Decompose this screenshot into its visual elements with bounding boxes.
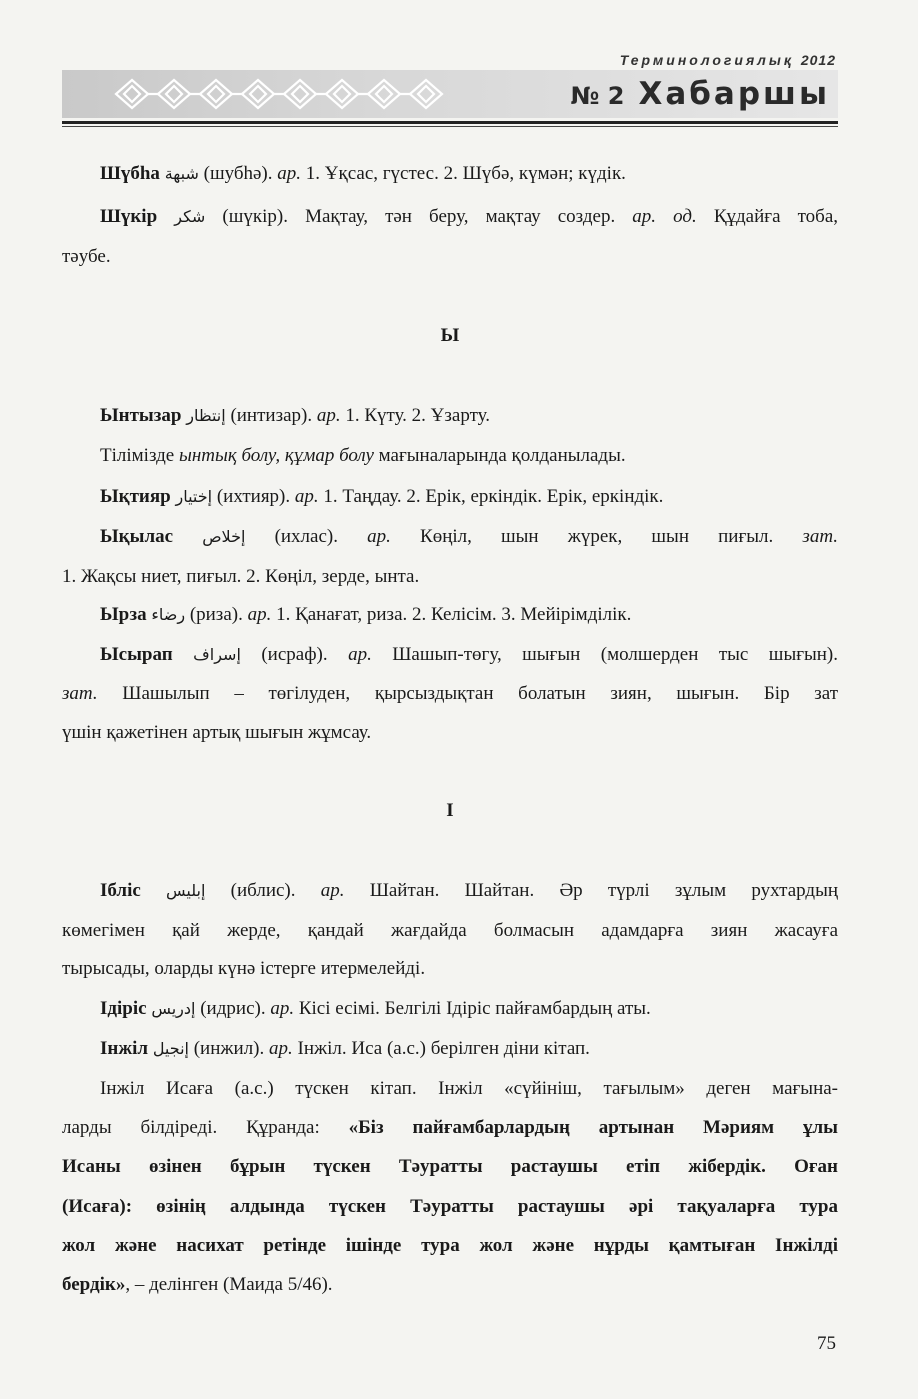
page-number: 75 xyxy=(817,1333,836,1354)
entry-yntyzar xyxy=(100,397,838,434)
entry-idiris xyxy=(100,990,838,1027)
language-mark: ар. од. xyxy=(632,206,697,227)
term: Шүкір xyxy=(100,206,158,227)
language-mark: ар. xyxy=(269,1038,293,1059)
entry-yqylas xyxy=(100,518,838,555)
transliteration: (шубһә). xyxy=(198,163,278,184)
definition: Шайтан. Шайтан. Әр түрлі зұлым рухтардың xyxy=(344,880,838,901)
injil-note-line4: (Исаға): өзінің алдында түскен Тәуратты растаушы әрі тақуаларға тура xyxy=(62,1196,838,1217)
transliteration: (идрис). xyxy=(195,998,271,1019)
term: Ықтияр xyxy=(100,486,171,507)
arabic-word: إخلاص xyxy=(202,527,246,546)
definition: 1. Қанағат, риза. 2. Келісім. 3. Мейірімділік. xyxy=(271,604,632,625)
arabic-word: رضاء xyxy=(151,605,186,624)
transliteration: (интизар). xyxy=(225,405,317,426)
entry-ysyrap-cont1 xyxy=(62,675,838,712)
transliteration: (инжил). xyxy=(188,1038,270,1059)
entry-iblis-cont1: көмегімен қай жерде, қандай жағдайда болмасын адамдарға зиян жасауға xyxy=(62,920,838,941)
transliteration: (риза). xyxy=(185,604,248,625)
quran-quote-end: бердік» xyxy=(62,1274,126,1295)
definition: 1. Таңдау. 2. Ерік, еркіндік. Ерік, еркіндік. xyxy=(318,486,664,507)
injil-note-line1: Інжіл Исаға (а.с.) түскен кітап. Інжіл «сүйініш, тағылым» деген мағына- xyxy=(100,1078,838,1099)
note-text: ларды білдіреді. Құранда: xyxy=(62,1117,349,1138)
injil-note-line2 xyxy=(62,1109,838,1146)
term: Ідіріс xyxy=(100,998,147,1019)
entry-ysyrap xyxy=(100,636,838,673)
definition: Інжіл. Иса (а.с.) берілген діни кітап. xyxy=(292,1038,590,1059)
entry-iblis xyxy=(100,872,838,909)
section-heading-y: Ы xyxy=(440,325,460,346)
transliteration: (ихлас). xyxy=(245,526,368,547)
note-text: Тілімізде xyxy=(100,445,179,466)
arabic-word: إدريس xyxy=(151,999,196,1018)
language-mark: ар. xyxy=(320,880,345,901)
arabic-word: شبهة xyxy=(164,164,199,183)
note-text-end: мағыналарында қолданылады. xyxy=(373,445,626,466)
journal-name: Терминологиялық xyxy=(619,52,794,68)
definition: Шашып-төгу, шығын (молшерден тыс шығын). xyxy=(371,644,839,665)
issue-number: № 2 xyxy=(570,82,625,110)
ornament-icon xyxy=(110,76,470,112)
entry-iblis-cont2: тырысады, оларды күнә істерге итермелейді. xyxy=(62,958,426,979)
quran-quote: «Біз пайғамбарлардың артынан Мәриям ұлы xyxy=(348,1117,838,1138)
header-rule xyxy=(62,121,838,124)
citation: , – делінген (Маида 5/46). xyxy=(125,1274,333,1295)
definition: Құдайға тоба, xyxy=(696,206,838,227)
term: Ысырап xyxy=(100,644,173,665)
injil-note-line3: Исаны өзінен бұрын түскен Тәуратты растаушы етіп жібердік. Оған xyxy=(62,1156,838,1177)
language-mark: ар. xyxy=(294,486,319,507)
note-emphasis: ынтық болу, құмар болу xyxy=(178,445,374,466)
definition-cont: Шашылып – төгілуден, қырсыздықтан болатын зиян, шығын. Бір зат xyxy=(97,683,838,704)
term: Інжіл xyxy=(100,1038,149,1059)
language-mark-2: зат. xyxy=(802,526,839,547)
journal-title xyxy=(571,76,830,112)
term: Ібліс xyxy=(100,880,141,901)
language-mark: ар. xyxy=(270,998,295,1019)
definition: Кісі есімі. Белгілі Ідіріс пайғамбардың аты. xyxy=(294,998,651,1019)
transliteration: (шүкір). Мақтау, тән беру, мақтау создер. xyxy=(205,206,633,227)
term: Ынтызар xyxy=(100,405,182,426)
entry-shubha xyxy=(100,155,838,192)
journal-year: 2012 xyxy=(800,52,836,68)
definition: 1. Күту. 2. Ұзарту. xyxy=(340,405,490,426)
section-heading-i: І xyxy=(446,800,454,821)
arabic-word: شكر xyxy=(174,207,206,226)
term: Шүбһа xyxy=(100,163,160,184)
journal-title-text: Хабаршы xyxy=(638,76,830,112)
arabic-word: إنجيل xyxy=(152,1039,189,1058)
arabic-word: إبليس xyxy=(166,881,206,900)
entry-yrza xyxy=(100,596,838,633)
entry-yqtiyar xyxy=(100,478,838,515)
language-mark: ар. xyxy=(277,163,302,184)
entry-ysyrap-cont2: үшін қажетінен артық шығын жұмсау. xyxy=(62,722,372,743)
term: Ықылас xyxy=(100,526,174,547)
transliteration: (иблис). xyxy=(205,880,321,901)
arabic-word: إختيار xyxy=(175,487,213,506)
language-mark: ар. xyxy=(348,644,372,665)
transliteration: (исраф). xyxy=(240,644,349,665)
language-mark: ар. xyxy=(367,526,391,547)
entry-shukir-cont: тәубе. xyxy=(62,246,111,267)
transliteration: (ихтияр). xyxy=(212,486,295,507)
arabic-word: إسراف xyxy=(193,645,241,664)
language-mark: ар. xyxy=(316,405,341,426)
arabic-word: إنتظار xyxy=(186,406,226,425)
header-rule-thin xyxy=(62,126,838,127)
term: Ырза xyxy=(100,604,147,625)
language-mark: ар. xyxy=(247,604,272,625)
entry-shukir xyxy=(100,198,838,235)
definition: 1. Ұқсас, гүстес. 2. Шүбә, күмән; күдік. xyxy=(301,163,626,184)
injil-note-line5: жол және насихат ретінде ішінде тура жол және нұрды қамтыған Інжілді xyxy=(62,1235,838,1256)
entry-yqylas-cont: 1. Жақсы ниет, пиғыл. 2. Көңіл, зерде, ынта. xyxy=(62,566,420,587)
definition: Көңіл, шын жүрек, шын пиғыл. xyxy=(390,526,803,547)
header-band xyxy=(62,70,838,118)
entry-injil xyxy=(100,1030,838,1067)
journal-subtitle xyxy=(620,52,836,68)
language-mark: зат. xyxy=(62,683,98,704)
injil-note-line6 xyxy=(62,1266,838,1303)
entry-yntyzar-note xyxy=(100,437,838,474)
